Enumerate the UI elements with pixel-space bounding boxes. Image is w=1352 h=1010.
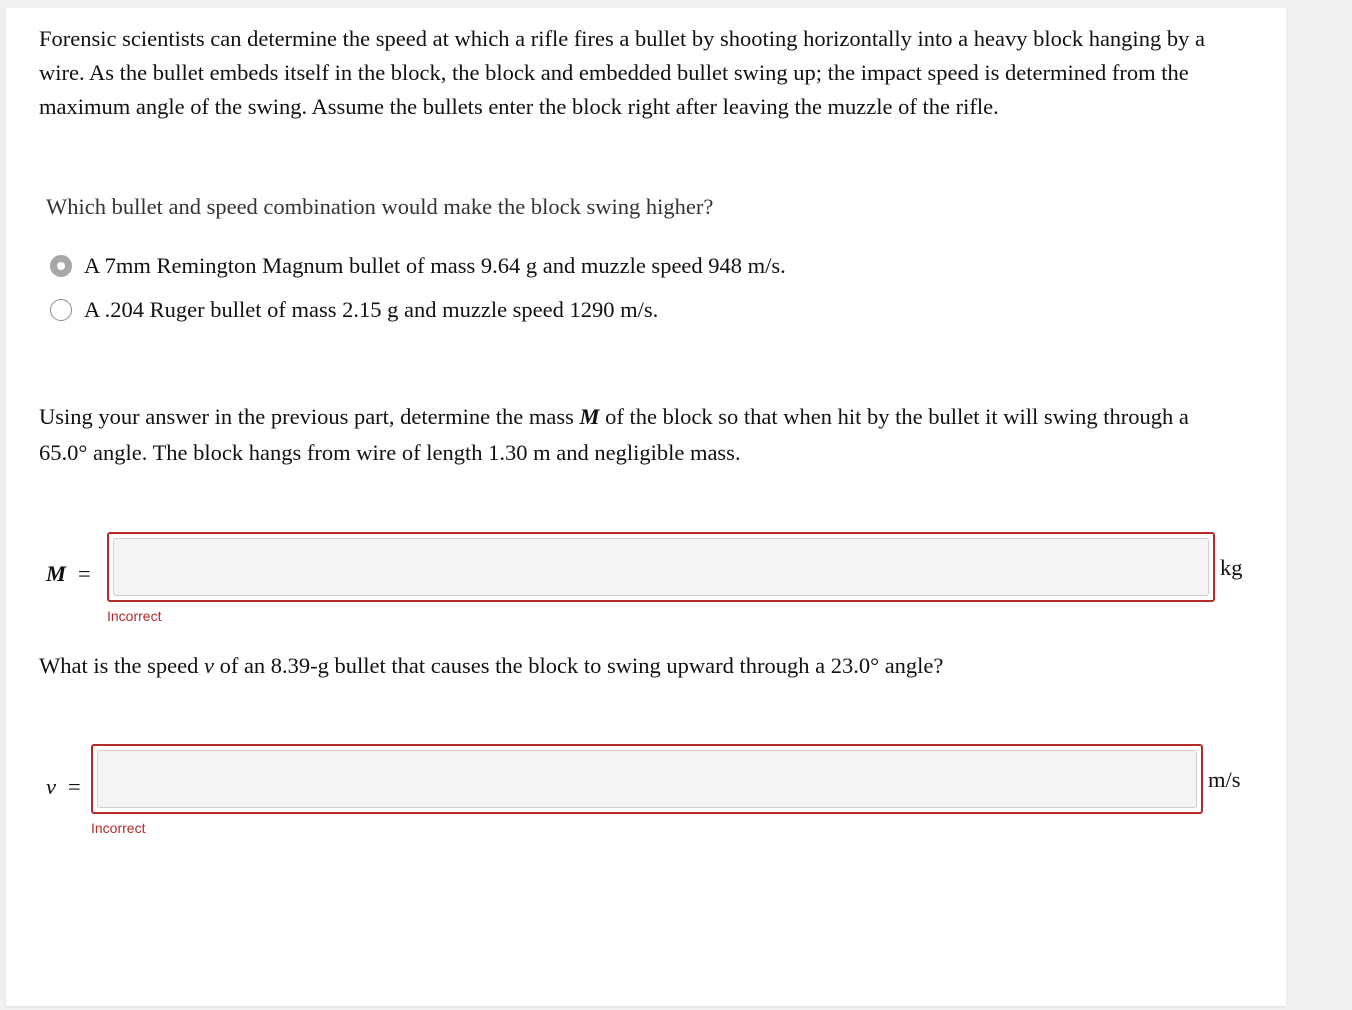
radio-unselected-icon[interactable] (50, 299, 72, 321)
speed-answer-box (91, 744, 1203, 814)
speed-equals: = (68, 774, 81, 799)
part2-variable: M (579, 404, 600, 429)
part3-text-a: What is the speed (39, 653, 204, 678)
mass-unit: kg (1220, 555, 1243, 580)
part1-question: Which bullet and speed combination would make the block swing higher? (46, 194, 714, 219)
part2-text-a: Using your answer in the previous part, determine the mass (39, 404, 580, 429)
mass-input[interactable] (113, 538, 1209, 596)
mass-status-badge: Incorrect (107, 608, 162, 624)
part3-text-b: of an 8.39-g bullet that causes the block to swing upward through a 23.0° angle? (213, 653, 944, 678)
part3-variable: v (203, 653, 214, 678)
mass-equals: = (78, 561, 91, 586)
mass-answer-box (107, 532, 1215, 602)
mass-answer-label (46, 561, 91, 587)
part2-prompt (39, 399, 1239, 471)
problem-intro: Forensic scientists can determine the speed at which a rifle fires a bullet by shooting horizontally into a heavy block hanging by a wire. As the bullet embeds itself in the block, the block and embedded bullet swing up; the impact speed is determined from the maximum angle of the swing. Assume the bullets enter the block right after leaving the muzzle of the rifle. (39, 26, 1205, 119)
option-ruger-label: A .204 Ruger bullet of mass 2.15 g and muzzle speed 1290 m/s. (84, 297, 659, 322)
speed-symbol: v (46, 774, 56, 799)
part2-text-b: of the block so that when hit by the bullet it will swing through a 65.0° angle. The block hangs from wire of length 1.30 m and negligible mass. (39, 404, 1189, 465)
radio-selected-icon[interactable] (50, 255, 72, 277)
speed-unit: m/s (1208, 767, 1241, 792)
option-remington-label: A 7mm Remington Magnum bullet of mass 9.64 g and muzzle speed 948 m/s. (84, 253, 786, 278)
part3-prompt (39, 648, 943, 684)
speed-status-badge: Incorrect (91, 820, 146, 836)
speed-input[interactable] (97, 750, 1197, 808)
option-remington[interactable] (50, 253, 786, 279)
question-card (6, 8, 1286, 1006)
speed-answer-label (46, 774, 81, 800)
option-ruger[interactable] (50, 297, 658, 323)
mass-symbol: M (46, 561, 67, 586)
